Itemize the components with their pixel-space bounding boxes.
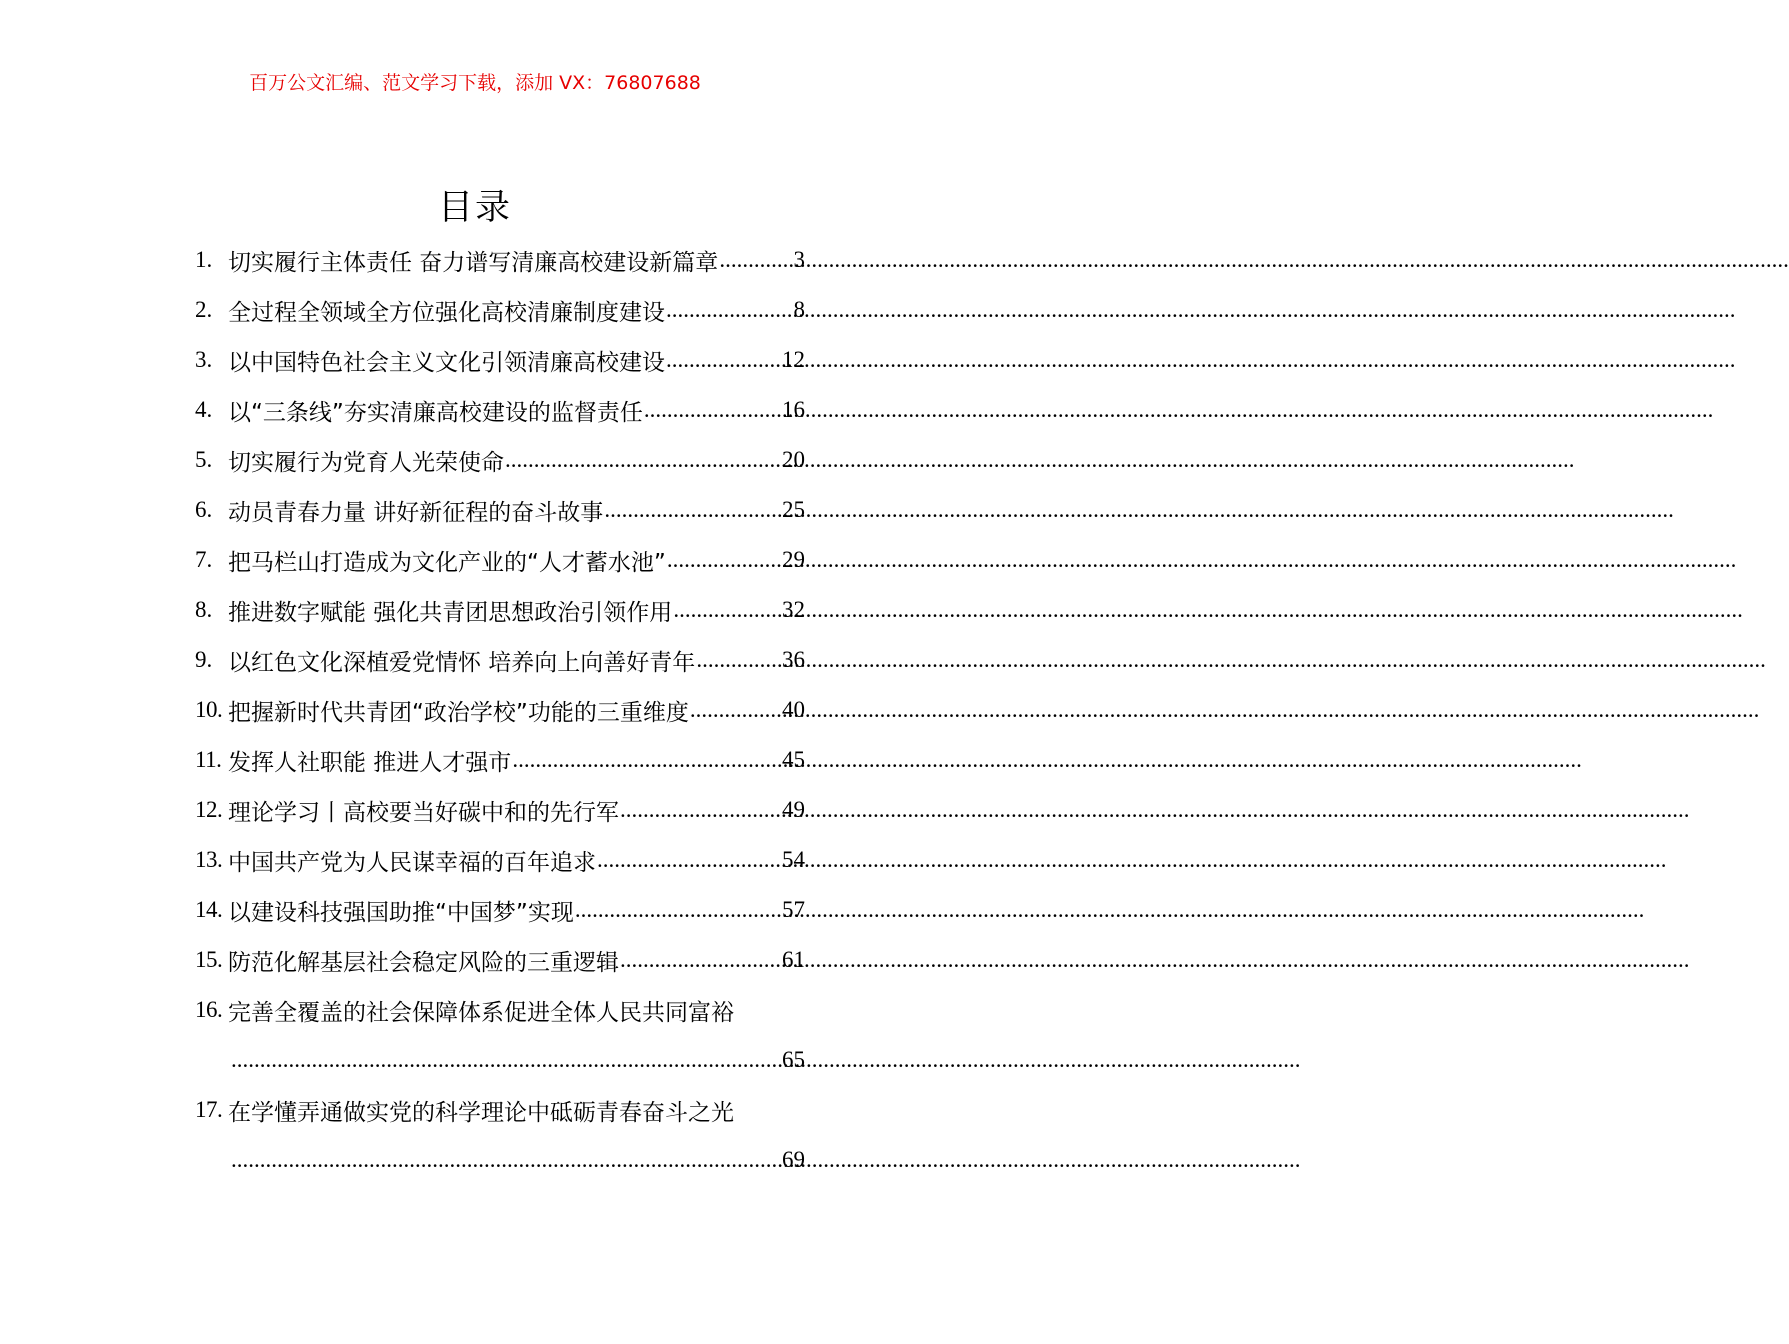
table-of-contents bbox=[195, 235, 805, 1185]
toc-entry[interactable] bbox=[195, 935, 805, 985]
entry-title: 把马栏山打造成为文化产业的“人才蓄水池” bbox=[228, 549, 666, 576]
entry-title: 以红色文化深植爱党情怀 培养向上向善好青年 bbox=[228, 649, 696, 676]
entry-number: 17. bbox=[195, 1097, 223, 1122]
dot-leader bbox=[620, 947, 781, 973]
toc-entry[interactable] bbox=[195, 335, 805, 385]
toc-entry[interactable] bbox=[195, 385, 805, 435]
dot-leader bbox=[505, 447, 781, 473]
dot-leader bbox=[644, 397, 781, 423]
entry-title: 动员青春力量 讲好新征程的奋斗故事 bbox=[228, 499, 604, 526]
entry-page: 32 bbox=[782, 597, 805, 622]
entry-title: 中国共产党为人民谋幸福的百年追求 bbox=[228, 849, 596, 876]
entry-title: 全过程全领域全方位强化高校清廉制度建设 bbox=[228, 299, 665, 326]
toc-entry[interactable] bbox=[195, 1085, 805, 1185]
entry-number: 9. bbox=[195, 647, 213, 672]
entry-number: 5. bbox=[195, 447, 213, 472]
entry-title: 切实履行主体责任 奋力谱写清廉高校建设新篇章 bbox=[228, 249, 719, 276]
entry-page: 65 bbox=[782, 1047, 805, 1072]
dot-leader bbox=[512, 747, 781, 773]
entry-title: 把握新时代共青团“政治学校”功能的三重维度 bbox=[228, 699, 689, 726]
entry-number: 4. bbox=[195, 397, 213, 422]
entry-number: 15. bbox=[195, 947, 223, 972]
entry-title: 在学懂弄通做实党的科学理论中砥砺青春奋斗之光 bbox=[228, 1099, 734, 1126]
toc-entry[interactable] bbox=[195, 785, 805, 835]
dot-leader bbox=[690, 697, 781, 723]
entry-page: 49 bbox=[782, 797, 805, 822]
dot-leader bbox=[575, 897, 781, 923]
entry-number: 14. bbox=[195, 897, 223, 922]
entry-number: 3. bbox=[195, 347, 213, 372]
entry-number: 12. bbox=[195, 797, 223, 822]
toc-entry[interactable] bbox=[195, 235, 805, 285]
dot-leader bbox=[666, 297, 793, 323]
entry-page: 8 bbox=[793, 297, 805, 322]
entry-title: 以建设科技强国助推“中国梦”实现 bbox=[228, 899, 574, 926]
entry-title: 完善全覆盖的社会保障体系促进全体人民共同富裕 bbox=[228, 999, 734, 1026]
dot-leader bbox=[719, 247, 792, 273]
toc-entry[interactable] bbox=[195, 985, 805, 1085]
dot-leader bbox=[620, 797, 781, 823]
dot-leader bbox=[666, 347, 781, 373]
entry-number: 13. bbox=[195, 847, 223, 872]
entry-page: 40 bbox=[782, 697, 805, 722]
entry-number: 1. bbox=[195, 247, 213, 272]
entry-title: 防范化解基层社会稳定风险的三重逻辑 bbox=[228, 949, 619, 976]
toc-entry[interactable] bbox=[195, 635, 805, 685]
entry-page: 69 bbox=[782, 1147, 805, 1172]
dot-leader bbox=[231, 1147, 781, 1173]
entry-page: 54 bbox=[782, 847, 805, 872]
toc-entry[interactable] bbox=[195, 285, 805, 335]
dot-leader bbox=[231, 1047, 781, 1073]
dot-leader bbox=[597, 847, 781, 873]
header-note: 百万公文汇编、范文学习下载，添加 VX：76807688 bbox=[249, 72, 701, 94]
entry-number: 16. bbox=[195, 997, 223, 1022]
toc-entry[interactable] bbox=[195, 685, 805, 735]
entry-number: 10. bbox=[195, 697, 223, 722]
toc-entry[interactable] bbox=[195, 835, 805, 885]
entry-page: 20 bbox=[782, 447, 805, 472]
toc-entry[interactable] bbox=[195, 435, 805, 485]
page-title: 目录 bbox=[437, 188, 512, 228]
entry-number: 7. bbox=[195, 547, 213, 572]
toc-entry[interactable] bbox=[195, 585, 805, 635]
entry-title: 理论学习丨高校要当好碳中和的先行军 bbox=[228, 799, 619, 826]
dot-leader bbox=[696, 647, 781, 673]
entry-page: 16 bbox=[782, 397, 805, 422]
toc-entry[interactable] bbox=[195, 735, 805, 785]
entry-title: 推进数字赋能 强化共青团思想政治引领作用 bbox=[228, 599, 673, 626]
dot-leader bbox=[667, 547, 781, 573]
entry-number: 2. bbox=[195, 297, 213, 322]
dot-leader bbox=[604, 497, 781, 523]
entry-number: 6. bbox=[195, 497, 213, 522]
entry-title: 切实履行为党育人光荣使命 bbox=[228, 449, 504, 476]
entry-title: 发挥人社职能 推进人才强市 bbox=[228, 749, 512, 776]
toc-entry[interactable] bbox=[195, 485, 805, 535]
toc-entry[interactable] bbox=[195, 535, 805, 585]
entry-page: 45 bbox=[782, 747, 805, 772]
entry-page: 12 bbox=[782, 347, 805, 372]
entry-number: 8. bbox=[195, 597, 213, 622]
entry-number: 11. bbox=[195, 747, 222, 772]
toc-entry[interactable] bbox=[195, 885, 805, 935]
entry-page: 57 bbox=[782, 897, 805, 922]
entry-page: 25 bbox=[782, 497, 805, 522]
entry-page: 36 bbox=[782, 647, 805, 672]
entry-page: 3 bbox=[793, 247, 805, 272]
entry-page: 61 bbox=[782, 947, 805, 972]
entry-page: 29 bbox=[782, 547, 805, 572]
entry-title: 以中国特色社会主义文化引领清廉高校建设 bbox=[228, 349, 665, 376]
dot-leader bbox=[673, 597, 781, 623]
entry-title: 以“三条线”夯实清廉高校建设的监督责任 bbox=[228, 399, 643, 426]
